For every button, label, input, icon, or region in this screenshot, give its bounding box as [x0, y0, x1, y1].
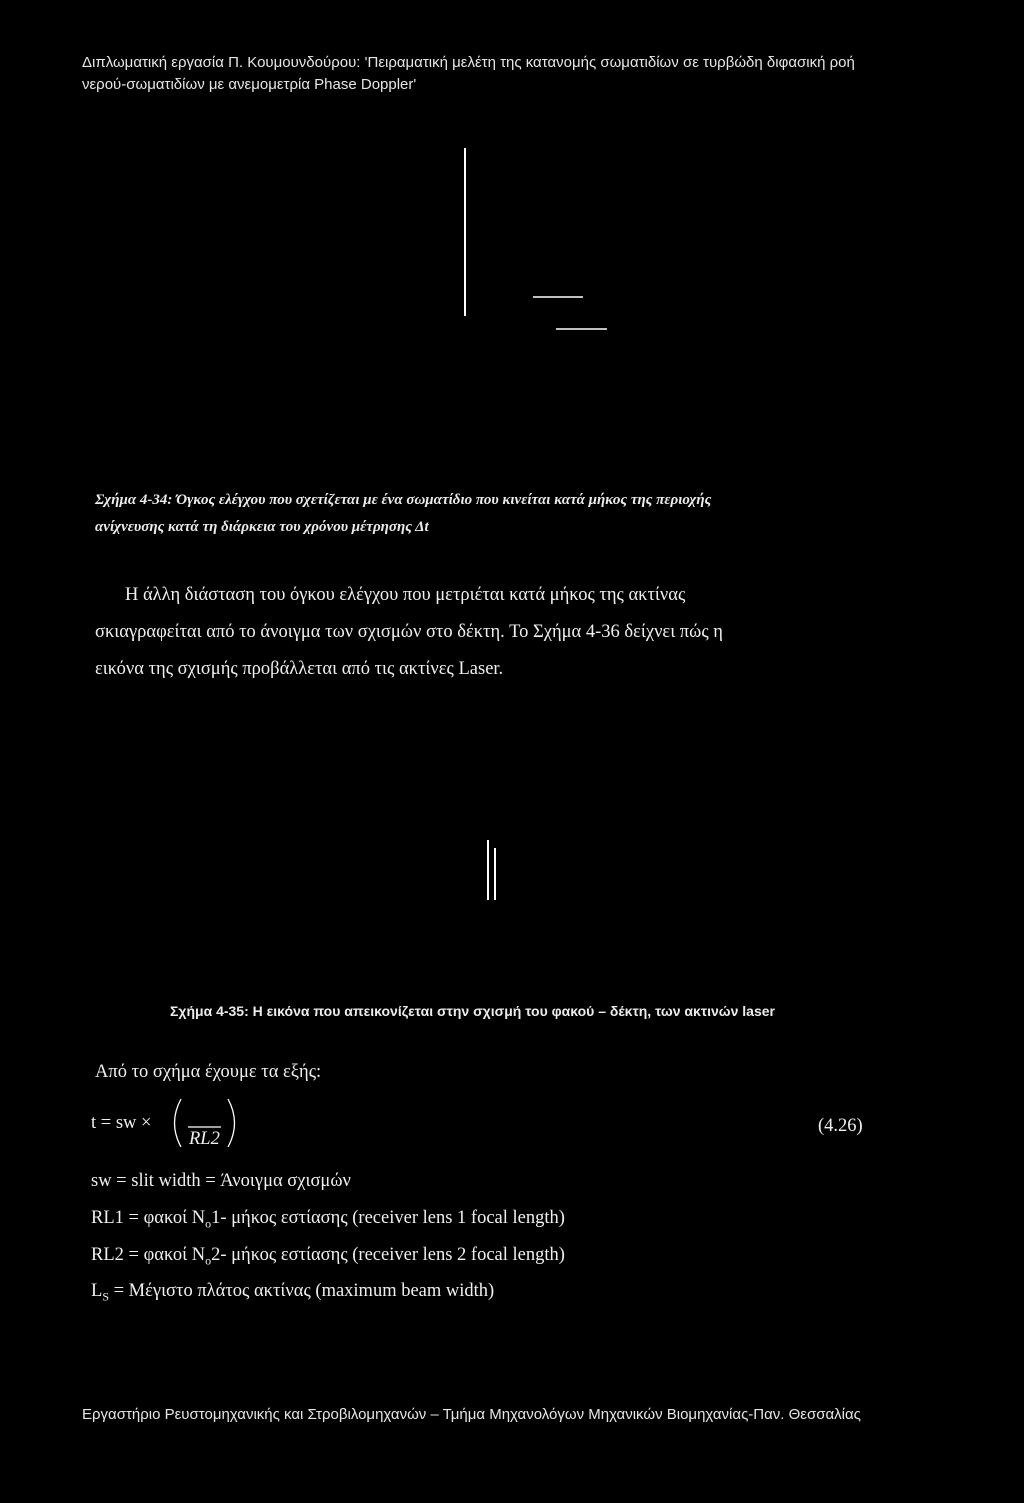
- definition-rl2: [91, 1245, 565, 1269]
- ls-prefix: L: [91, 1281, 103, 1301]
- caption-4-34-line-1: Σχήμα 4-34: Όγκος ελέγχου που σχετίζεται με ένα σωματίδιο που κινείται κατά μήκος της περιοχής: [95, 492, 712, 508]
- definition-sw: sw = slit width = Άνοιγμα σχισμών: [91, 1171, 351, 1191]
- rl2-suffix: 2- μήκος εστίασης (receiver lens 2 focal length): [211, 1245, 565, 1265]
- rl2-prefix: RL2 = φακοί N: [91, 1245, 206, 1265]
- formula-left-paren: [175, 1099, 182, 1147]
- figure-caption-4-35: Σχήμα 4-35: Η εικόνα που απεικονίζεται στην σχισμή του φακού – δέκτη, των ακτινών laser: [170, 1003, 775, 1019]
- rl1-prefix: RL1 = φακοί N: [91, 1208, 206, 1228]
- formula-intro: Από το σχήμα έχουμε τα εξής:: [95, 1062, 322, 1082]
- figure-caption-4-34: [95, 487, 895, 541]
- formula-denominator: RL2: [189, 1129, 220, 1149]
- ls-suffix: = Μέγιστο πλάτος ακτίνας (maximum beam width): [109, 1281, 495, 1301]
- page-footer: Εργαστήριο Ρευστομηχανικής και Στροβιλομηχανών – Τμήμα Μηχανολόγων Μηχανικών Βιομηχανίας-Παν. Θεσσαλίας: [82, 1406, 861, 1423]
- caption-4-34-line-2: ανίχνευσης κατά τη διάρκεια του χρόνου μέτρησης Δt: [95, 519, 429, 535]
- paragraph-line-3: εικόνα της σχισμής προβάλλεται από τις ακτίνες Laser.: [95, 659, 504, 679]
- definition-ls: [91, 1281, 494, 1305]
- rl2-subscript: o: [205, 1253, 212, 1268]
- paragraph-line-2: σκιαγραφείται από το άνοιγμα των σχισμών στο δέκτη. Το Σχήμα 4-36 δείχνει πώς η: [95, 622, 723, 642]
- header-line-2: νερού-σωματιδίων με ανεμομετρία Phase Doppler': [82, 76, 417, 93]
- body-paragraph: [95, 577, 885, 688]
- paragraph-line-1: Η άλλη διάσταση του όγκου ελέγχου που μετριέται κατά μήκος της ακτίνας: [125, 585, 686, 605]
- header-line-1: Διπλωματική εργασία Π. Κουμουνδούρου: 'Πειραματική μελέτη της κατανομής σωματιδίων σε τυρβώδη διφασική ροή: [82, 54, 855, 71]
- definition-rl1: [91, 1208, 565, 1232]
- ls-subscript: S: [102, 1289, 109, 1304]
- equation-number: (4.26): [818, 1116, 863, 1136]
- formula-right-paren: [228, 1099, 235, 1147]
- formula-lhs: t = sw ×: [91, 1113, 152, 1133]
- rl1-suffix: 1- μήκος εστίασης (receiver lens 1 focal length): [211, 1208, 565, 1228]
- rl1-subscript: o: [205, 1216, 212, 1231]
- page-header: [82, 52, 942, 96]
